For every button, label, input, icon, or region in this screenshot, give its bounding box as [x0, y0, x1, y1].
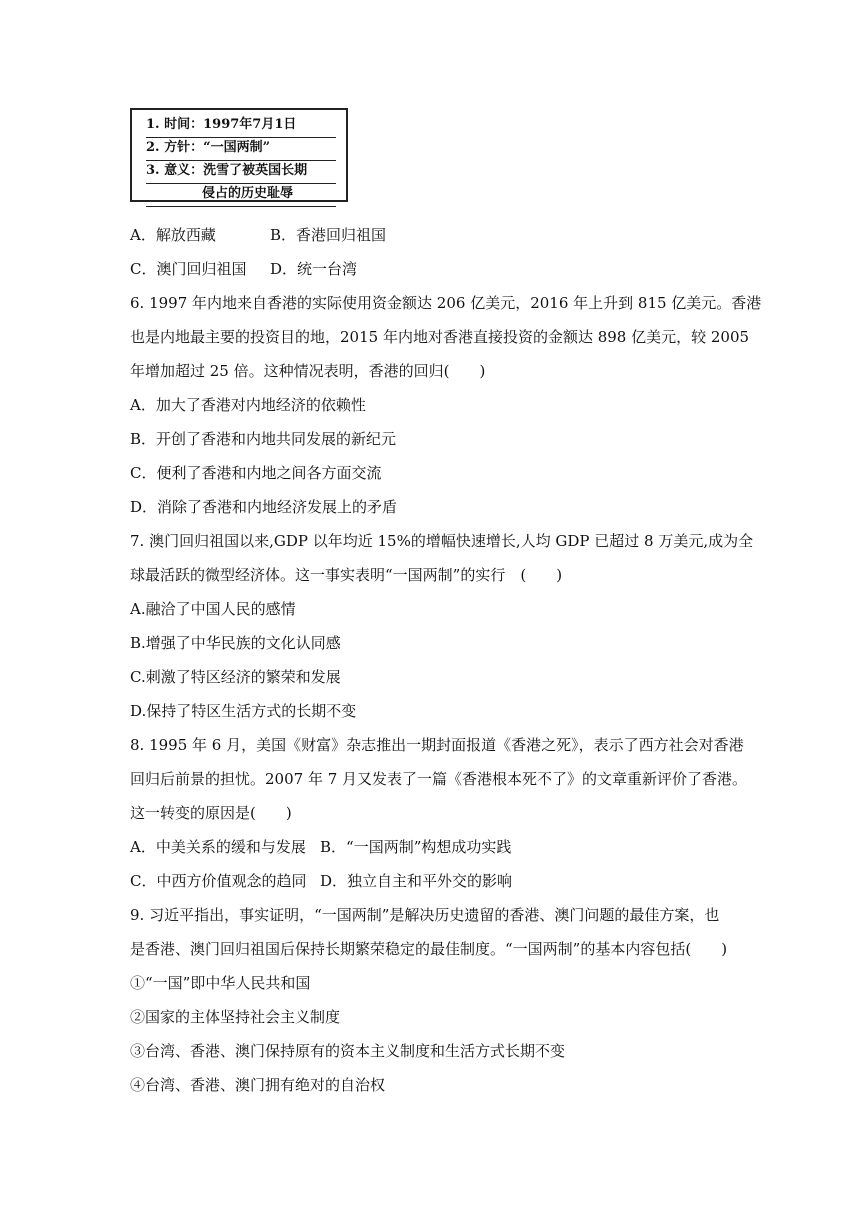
- q8-option-b[interactable]: B．“一国两制”构想成功实践: [320, 838, 512, 856]
- q6-stem-line1: 6. 1997 年内地来自香港的实际使用资金额达 206 亿美元，2016 年上升到 815 亿美元。香港: [130, 294, 762, 312]
- box-line-policy: 2. 方针：“一国两制”: [146, 138, 336, 161]
- q7-stem-line1: 7. 澳门回归祖国以来,GDP 以年均近 15%的增幅快速增长,人均 GDP 已超过 8 万美元,成为全: [130, 532, 754, 550]
- box-line-meaning-cont: 侵占的历史耻辱: [146, 184, 336, 207]
- q8-options-row2: [130, 870, 512, 891]
- q9-item-2: ②国家的主体坚持社会主义制度: [130, 1008, 341, 1026]
- q7-option-a[interactable]: A.融洽了中国人民的感情: [130, 600, 296, 618]
- q6-option-a[interactable]: A．加大了香港对内地经济的依赖性: [130, 396, 366, 414]
- q5-options-row1: [130, 224, 386, 245]
- q9-stem-line1: 9. 习近平指出，事实证明，“一国两制”是解决历史遗留的香港、澳门问题的最佳方案，也: [130, 906, 720, 924]
- q5-option-d[interactable]: D．统一台湾: [270, 260, 358, 278]
- box-line-meaning: 3. 意义：洗雪了被英国长期: [146, 161, 336, 184]
- q7-option-d[interactable]: D.保持了特区生活方式的长期不变: [130, 702, 357, 720]
- q9-stem-line2: 是香港、澳门回归祖国后保持长期繁荣稳定的最佳制度。“一国两制”的基本内容包括( ): [130, 940, 728, 958]
- q8-stem-line1: 8. 1995 年 6 月，美国《财富》杂志推出一期封面报道《香港之死》，表示了西方社会对香港: [130, 736, 744, 754]
- q6-stem-line3: 年增加超过 25 倍。这种情况表明，香港的回归( ): [130, 362, 486, 380]
- q8-option-c[interactable]: C．中西方价值观念的趋同: [130, 872, 307, 890]
- q7-stem-line2: 球最活跃的微型经济体。这一事实表明“一国两制”的实行 ( ): [130, 566, 563, 584]
- box-line-time: 1. 时间：1997年7月1日: [146, 115, 336, 138]
- q9-item-4: ④台湾、香港、澳门拥有绝对的自治权: [130, 1076, 386, 1094]
- q8-option-d[interactable]: D．独立自主和平外交的影响: [320, 872, 513, 890]
- q9-item-1: ①“一国”即中华人民共和国: [130, 974, 311, 992]
- q8-option-a[interactable]: A．中美关系的缓和与发展: [130, 838, 306, 856]
- q5-options-row2: [130, 258, 357, 279]
- q7-option-c[interactable]: C.刺激了特区经济的繁荣和发展: [130, 668, 341, 686]
- summary-box: [130, 108, 348, 202]
- q5-option-b[interactable]: B．香港回归祖国: [270, 226, 387, 244]
- q5-option-a[interactable]: A．解放西藏: [130, 226, 216, 244]
- q6-option-b[interactable]: B．开创了香港和内地共同发展的新纪元: [130, 430, 397, 448]
- q5-option-c[interactable]: C．澳门回归祖国: [130, 260, 247, 278]
- q9-item-3: ③台湾、香港、澳门保持原有的资本主义制度和生活方式长期不变: [130, 1042, 566, 1060]
- q7-option-b[interactable]: B.增强了中华民族的文化认同感: [130, 634, 341, 652]
- q8-stem-line2: 回归后前景的担忧。2007 年 7 月又发表了一篇《香港根本死不了》的文章重新评价了香港。: [130, 770, 748, 788]
- q6-option-c[interactable]: C．便利了香港和内地之间各方面交流: [130, 464, 382, 482]
- q6-option-d[interactable]: D．消除了香港和内地经济发展上的矛盾: [130, 498, 398, 516]
- q8-options-row1: [130, 836, 511, 857]
- q8-stem-line3: 这一转变的原因是( ): [130, 804, 292, 822]
- q6-stem-line2: 也是内地最主要的投资目的地，2015 年内地对香港直接投资的金额达 898 亿美元，较 2005: [130, 328, 750, 346]
